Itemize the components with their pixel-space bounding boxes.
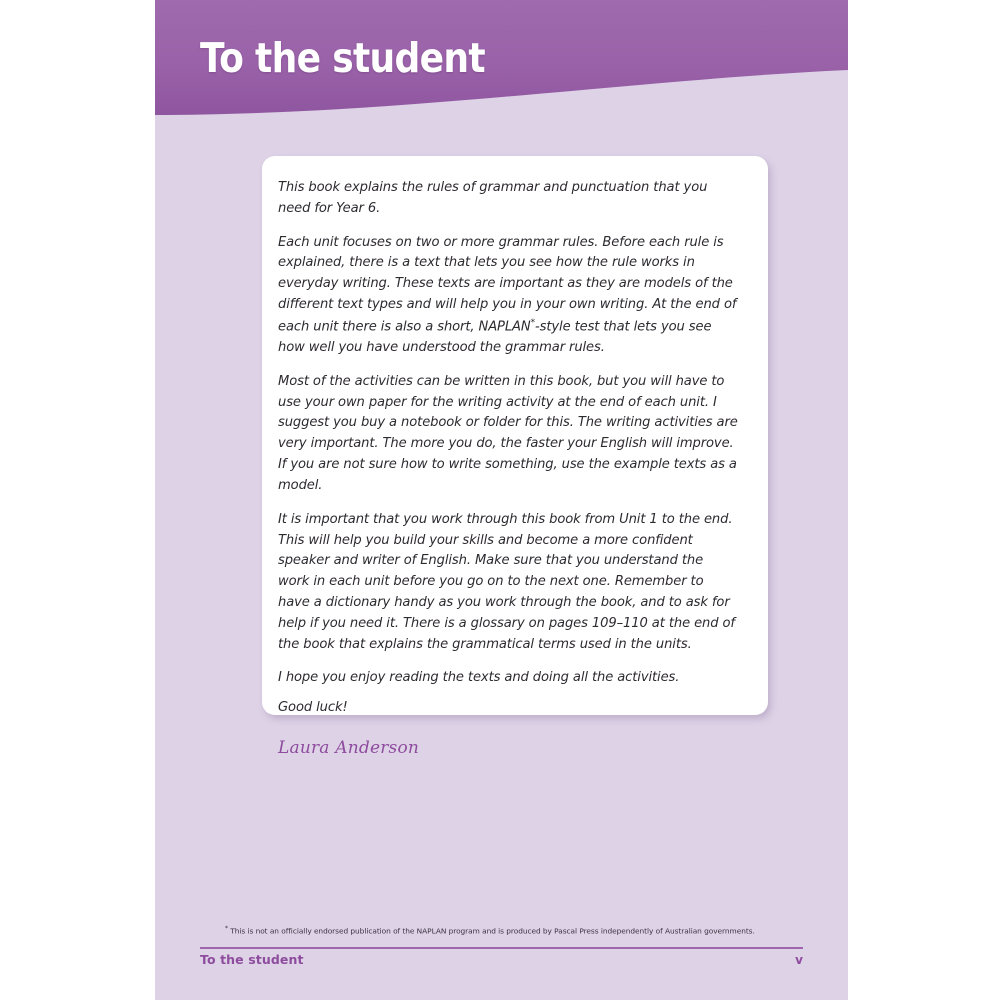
- letter-paragraph-2-part-2: -style test that lets you see how well you have understood the grammar rules.: [278, 319, 712, 356]
- page-header-band: [155, 0, 848, 135]
- footer: [200, 952, 803, 967]
- book-page: [155, 0, 848, 1000]
- footnote: [225, 925, 785, 936]
- letter-body: [278, 178, 738, 762]
- naplan-asterisk-marker: *: [530, 317, 535, 328]
- letter-paragraph-2-part-1: Each unit focuses on two or more grammar rules. Before each rule is explained, there is a text that lets you see how the rule works in everyday writing. These texts are important as they are models of the different text types and will help you in your own writing. At the end of each unit there is also a short, NAPLAN: [278, 234, 737, 335]
- footer-page-number: v: [795, 953, 803, 967]
- footer-divider: [200, 947, 803, 949]
- letter-paragraph-2: [278, 233, 738, 359]
- letter-paragraph-1: This book explains the rules of grammar and punctuation that you need for Year 6.: [278, 180, 708, 216]
- page-title: To the student: [200, 34, 485, 82]
- letter-closing-line: I hope you enjoy reading the texts and doing all the activities.: [278, 670, 680, 686]
- footnote-text: This is not an officially endorsed publication of the NAPLAN program and is produced by Pascal Press independently of Australian governments.: [230, 926, 755, 936]
- letter-paragraph-4: It is important that you work through this book from Unit 1 to the end. This will help you build your skills and become a more confident speaker and writer of English. Make sure that you understand the work in each unit before you go on to the next one. Remember to have a dictionary handy as you work through the book, and to ask for help if you need it. There is a glossary on pages 109–110 at the end of the book that explains the grammatical terms used in the units.: [278, 511, 735, 652]
- letter-paragraph-3: Most of the activities can be written in this book, but you will have to use your own paper for the writing activity at the end of each unit. I suggest you buy a notebook or folder for this. The writing activities are very important. The more you do, the faster your English will improve. If you are not sure how to write something, use the example texts as a model.: [278, 373, 738, 493]
- footer-section-label: To the student: [200, 952, 304, 967]
- letter-signature: Laura Anderson: [278, 738, 420, 759]
- footnote-marker: *: [225, 925, 228, 932]
- letter-good-luck: Good luck!: [278, 700, 348, 716]
- letter-card: [262, 156, 768, 759]
